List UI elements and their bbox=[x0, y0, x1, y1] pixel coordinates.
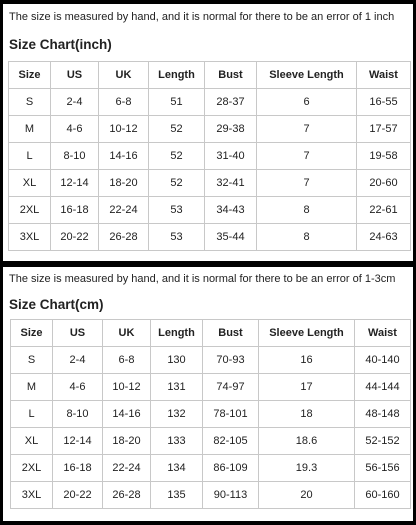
table-cell: 7 bbox=[257, 116, 357, 143]
table-cell: 18.6 bbox=[259, 428, 355, 455]
table-cell: S bbox=[11, 347, 53, 374]
column-header: UK bbox=[99, 62, 149, 89]
table-cell: 20-60 bbox=[357, 170, 411, 197]
table-cell: 131 bbox=[151, 374, 203, 401]
column-header: Length bbox=[151, 320, 203, 347]
table-cell: 12-14 bbox=[51, 170, 99, 197]
table-cell: 8-10 bbox=[51, 143, 99, 170]
table-cell: 53 bbox=[149, 224, 205, 251]
table-cell: 16-18 bbox=[51, 197, 99, 224]
table-cell: 135 bbox=[151, 482, 203, 509]
table-cell: 4-6 bbox=[53, 374, 103, 401]
column-header: Size bbox=[11, 320, 53, 347]
table-cell: 40-140 bbox=[355, 347, 411, 374]
table-cell: 3XL bbox=[9, 224, 51, 251]
table-row bbox=[11, 455, 411, 482]
cm-measurement-note: The size is measured by hand, and it is normal for there to be an error of 1-3cm bbox=[9, 273, 396, 285]
table-cell: 17-57 bbox=[357, 116, 411, 143]
table-header-row bbox=[9, 62, 411, 89]
table-row bbox=[11, 374, 411, 401]
inch-size-chart-panel bbox=[3, 4, 413, 261]
table-header-row bbox=[11, 320, 411, 347]
column-header: Sleeve Length bbox=[259, 320, 355, 347]
table-row bbox=[11, 428, 411, 455]
table-cell: 32-41 bbox=[205, 170, 257, 197]
table-cell: 10-12 bbox=[103, 374, 151, 401]
table-cell: 132 bbox=[151, 401, 203, 428]
table-cell: 16 bbox=[259, 347, 355, 374]
table-cell: 2XL bbox=[11, 455, 53, 482]
table-cell: 2-4 bbox=[51, 89, 99, 116]
table-cell: 19.3 bbox=[259, 455, 355, 482]
table-cell: S bbox=[9, 89, 51, 116]
table-cell: 52-152 bbox=[355, 428, 411, 455]
table-cell: 18-20 bbox=[99, 170, 149, 197]
table-cell: 2-4 bbox=[53, 347, 103, 374]
table-row bbox=[11, 347, 411, 374]
table-cell: 2XL bbox=[9, 197, 51, 224]
table-cell: 17 bbox=[259, 374, 355, 401]
table-cell: 28-37 bbox=[205, 89, 257, 116]
column-header: US bbox=[51, 62, 99, 89]
table-cell: 14-16 bbox=[103, 401, 151, 428]
inch-measurement-note: The size is measured by hand, and it is normal for there to be an error of 1 inch bbox=[9, 11, 395, 23]
table-cell: 86-109 bbox=[203, 455, 259, 482]
table-cell: 18 bbox=[259, 401, 355, 428]
table-cell: 90-113 bbox=[203, 482, 259, 509]
cm-chart-title: Size Chart(cm) bbox=[9, 297, 104, 312]
table-cell: 34-43 bbox=[205, 197, 257, 224]
table-cell: M bbox=[11, 374, 53, 401]
table-cell: 44-144 bbox=[355, 374, 411, 401]
column-header: Bust bbox=[203, 320, 259, 347]
table-row bbox=[9, 143, 411, 170]
column-header: UK bbox=[103, 320, 151, 347]
table-row bbox=[9, 224, 411, 251]
inch-size-table bbox=[8, 61, 411, 251]
table-row bbox=[9, 116, 411, 143]
table-cell: 4-6 bbox=[51, 116, 99, 143]
table-cell: 8 bbox=[257, 197, 357, 224]
table-cell: 12-14 bbox=[53, 428, 103, 455]
table-cell: 24-63 bbox=[357, 224, 411, 251]
inch-chart-title: Size Chart(inch) bbox=[9, 37, 112, 52]
cm-size-table bbox=[10, 319, 411, 509]
table-cell: 51 bbox=[149, 89, 205, 116]
table-cell: 10-12 bbox=[99, 116, 149, 143]
table-cell: 16-18 bbox=[53, 455, 103, 482]
table-cell: 22-24 bbox=[103, 455, 151, 482]
table-cell: 31-40 bbox=[205, 143, 257, 170]
column-header: Sleeve Length bbox=[257, 62, 357, 89]
table-cell: 20-22 bbox=[53, 482, 103, 509]
table-cell: L bbox=[11, 401, 53, 428]
table-cell: 14-16 bbox=[99, 143, 149, 170]
table-cell: 6-8 bbox=[103, 347, 151, 374]
table-cell: 56-156 bbox=[355, 455, 411, 482]
table-row bbox=[9, 170, 411, 197]
table-cell: 52 bbox=[149, 116, 205, 143]
table-cell: M bbox=[9, 116, 51, 143]
table-cell: 52 bbox=[149, 170, 205, 197]
table-cell: XL bbox=[11, 428, 53, 455]
table-cell: 74-97 bbox=[203, 374, 259, 401]
table-cell: 52 bbox=[149, 143, 205, 170]
cm-size-chart-panel bbox=[3, 267, 413, 521]
table-cell: 20-22 bbox=[51, 224, 99, 251]
table-cell: 26-28 bbox=[99, 224, 149, 251]
table-cell: 70-93 bbox=[203, 347, 259, 374]
table-cell: 134 bbox=[151, 455, 203, 482]
table-cell: XL bbox=[9, 170, 51, 197]
table-cell: 53 bbox=[149, 197, 205, 224]
column-header: Waist bbox=[355, 320, 411, 347]
table-cell: 22-61 bbox=[357, 197, 411, 224]
table-cell: 19-58 bbox=[357, 143, 411, 170]
table-cell: 35-44 bbox=[205, 224, 257, 251]
table-cell: 82-105 bbox=[203, 428, 259, 455]
table-row bbox=[9, 89, 411, 116]
column-header: Length bbox=[149, 62, 205, 89]
table-cell: 60-160 bbox=[355, 482, 411, 509]
table-cell: 133 bbox=[151, 428, 203, 455]
table-cell: 22-24 bbox=[99, 197, 149, 224]
table-cell: 26-28 bbox=[103, 482, 151, 509]
table-cell: 48-148 bbox=[355, 401, 411, 428]
column-header: Size bbox=[9, 62, 51, 89]
table-cell: L bbox=[9, 143, 51, 170]
column-header: US bbox=[53, 320, 103, 347]
table-cell: 7 bbox=[257, 170, 357, 197]
table-cell: 29-38 bbox=[205, 116, 257, 143]
table-cell: 18-20 bbox=[103, 428, 151, 455]
table-cell: 6 bbox=[257, 89, 357, 116]
table-cell: 7 bbox=[257, 143, 357, 170]
column-header: Waist bbox=[357, 62, 411, 89]
table-cell: 8 bbox=[257, 224, 357, 251]
table-cell: 8-10 bbox=[53, 401, 103, 428]
table-cell: 16-55 bbox=[357, 89, 411, 116]
table-cell: 6-8 bbox=[99, 89, 149, 116]
table-row bbox=[11, 401, 411, 428]
table-cell: 20 bbox=[259, 482, 355, 509]
table-row bbox=[11, 482, 411, 509]
table-cell: 130 bbox=[151, 347, 203, 374]
table-cell: 3XL bbox=[11, 482, 53, 509]
column-header: Bust bbox=[205, 62, 257, 89]
table-row bbox=[9, 197, 411, 224]
table-cell: 78-101 bbox=[203, 401, 259, 428]
